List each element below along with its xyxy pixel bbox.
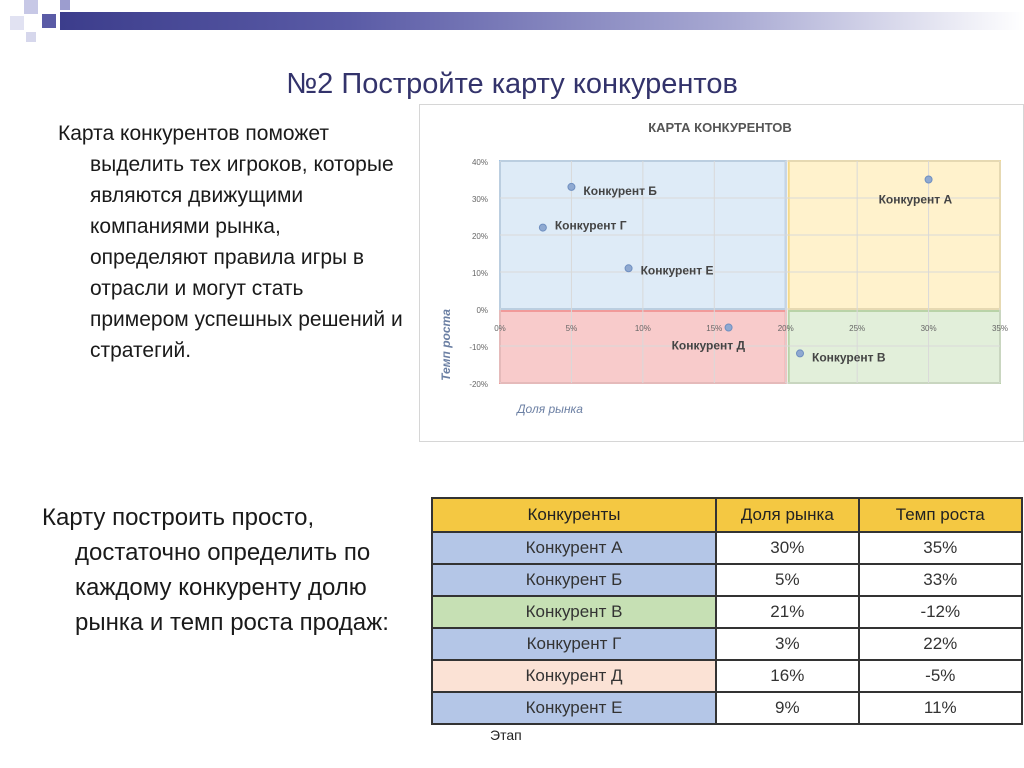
growth-rate-cell: 22% <box>859 628 1022 660</box>
market-share-cell: 5% <box>716 564 859 596</box>
competitor-name-cell: Конкурент Б <box>432 564 716 596</box>
footer-caption: Этап <box>490 727 522 743</box>
competitor-name-cell: Конкурент Г <box>432 628 716 660</box>
table-row <box>432 628 1022 660</box>
y-tick-label: 30% <box>471 195 488 204</box>
market-share-cell: 21% <box>716 596 859 628</box>
x-tick-label: 5% <box>565 324 578 333</box>
chart-svg <box>420 105 1023 441</box>
y-tick-label: 0% <box>476 306 488 315</box>
x-tick-label: 0% <box>494 324 506 333</box>
x-tick-label: 25% <box>849 324 866 333</box>
data-point <box>797 350 804 357</box>
x-tick-label: 15% <box>706 324 723 333</box>
growth-rate-cell: -12% <box>859 596 1022 628</box>
data-point <box>725 324 732 331</box>
slide-top-decoration <box>0 0 1024 36</box>
x-tick-label: 30% <box>920 324 937 333</box>
growth-rate-cell: 11% <box>859 692 1022 724</box>
data-point-label: Конкурент Б <box>583 183 657 198</box>
slide-title: №2 Постройте карту конкурентов <box>286 68 738 100</box>
gradient-bar <box>60 12 1024 30</box>
competitor-name-cell: Конкурент Е <box>432 692 716 724</box>
data-point <box>625 265 632 272</box>
y-tick-label: -10% <box>469 343 488 352</box>
table-header-row <box>432 498 1022 532</box>
decor-square <box>10 16 24 30</box>
data-point-label: Конкурент Д <box>671 338 746 353</box>
x-tick-label: 35% <box>991 324 1009 333</box>
data-point-label: Конкурент В <box>812 350 886 365</box>
y-axis-label: Темп роста <box>439 309 453 381</box>
instruction-paragraph <box>42 500 422 640</box>
y-tick-label: 40% <box>471 158 488 167</box>
decor-square <box>60 0 70 10</box>
decor-square <box>42 14 56 28</box>
table-row <box>432 564 1022 596</box>
header-growth-rate: Темп роста <box>859 498 1022 532</box>
market-share-cell: 3% <box>716 628 859 660</box>
competitor-name-cell: Конкурент Д <box>432 660 716 692</box>
table-row <box>432 692 1022 724</box>
intro-first-line: Карта конкурентов поможет <box>58 122 330 145</box>
intro-paragraph <box>58 118 403 366</box>
header-market-share: Доля рынка <box>716 498 859 532</box>
table-row <box>432 596 1022 628</box>
intro-rest: выделить тех игроков, которые являются движущими компаниями рынка, определяют правила игры в отрасли и могут стать примером успешных решений и стратегий. <box>90 153 403 362</box>
data-point <box>539 224 546 231</box>
data-point <box>925 176 932 183</box>
data-point-label: Конкурент Е <box>640 263 714 278</box>
growth-rate-cell: 33% <box>859 564 1022 596</box>
data-point <box>568 183 575 190</box>
y-tick-label: -20% <box>469 380 488 389</box>
growth-rate-cell: -5% <box>859 660 1022 692</box>
competitor-table <box>431 497 1023 725</box>
chart-title: КАРТА КОНКУРЕНТОВ <box>648 120 792 135</box>
market-share-cell: 30% <box>716 532 859 564</box>
header-competitors: Конкуренты <box>432 498 716 532</box>
table-row <box>432 532 1022 564</box>
data-point-label: Конкурент А <box>878 192 953 207</box>
competitor-name-cell: Конкурент А <box>432 532 716 564</box>
market-share-cell: 9% <box>716 692 859 724</box>
y-tick-label: 20% <box>471 232 488 241</box>
quadrant-bottom-right <box>789 311 1000 383</box>
data-point-label: Конкурент Г <box>554 218 627 233</box>
x-axis-label: Доля рынка <box>517 402 583 416</box>
x-tick-label: 10% <box>634 324 651 333</box>
table-row <box>432 660 1022 692</box>
decor-square <box>26 32 36 42</box>
y-tick-label: 10% <box>471 269 488 278</box>
competitor-map-chart <box>419 104 1024 442</box>
market-share-cell: 16% <box>716 660 859 692</box>
x-tick-label: 20% <box>777 324 794 333</box>
instruction-rest: достаточно определить по каждому конкуренту долю рынка и темп роста продаж: <box>75 539 389 636</box>
competitor-name-cell: Конкурент В <box>432 596 716 628</box>
decor-square <box>24 0 38 14</box>
growth-rate-cell: 35% <box>859 532 1022 564</box>
instruction-first-line: Карту построить просто, <box>42 504 315 531</box>
